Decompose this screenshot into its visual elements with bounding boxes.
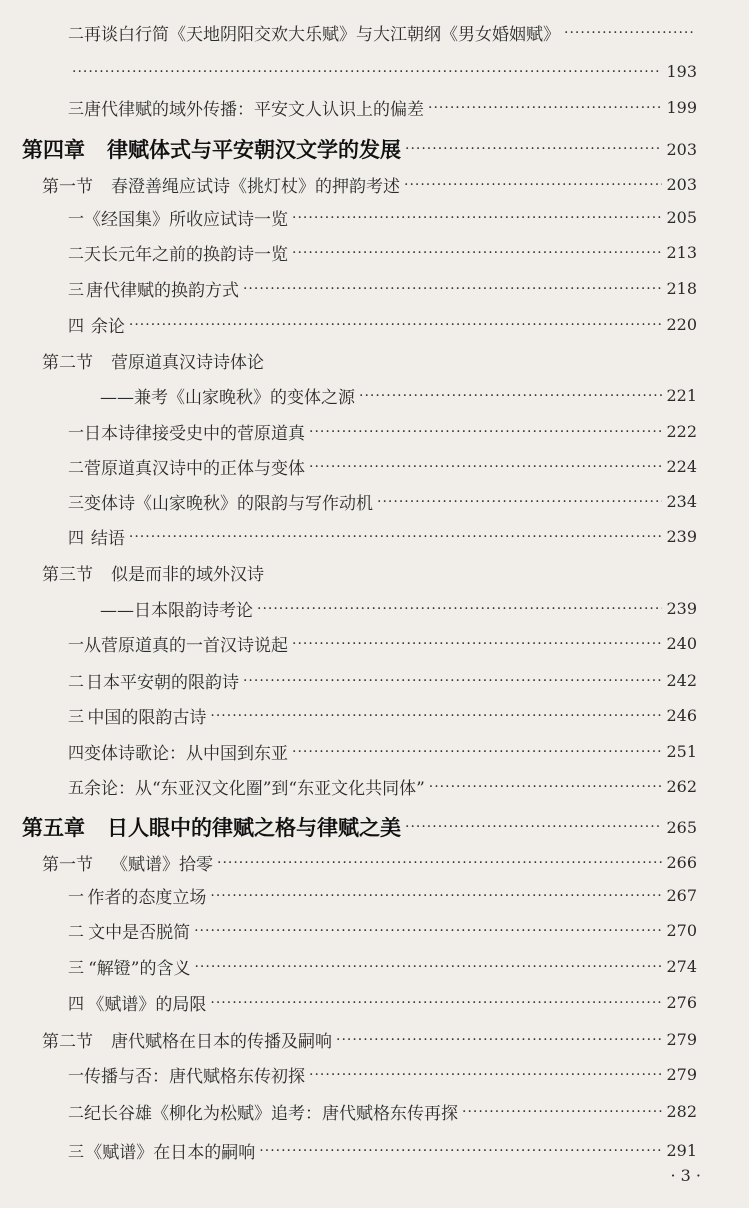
leader-dots	[292, 744, 662, 760]
leader-dots	[257, 601, 662, 617]
entry-title: 天长元年之前的换韵诗一览	[84, 245, 289, 265]
section-label: 第一节	[42, 177, 93, 197]
leader-dots	[210, 888, 662, 904]
entry-number: 四	[68, 743, 85, 762]
entry-page-number: 282	[666, 1102, 697, 1121]
toc-entry-row[interactable]	[0, 312, 749, 337]
entry-number: 三	[68, 280, 85, 299]
entry-page-number: 267	[666, 886, 697, 905]
toc-entry-row[interactable]	[0, 918, 749, 943]
toc-entry-row[interactable]	[0, 596, 749, 621]
entry-number: 一	[68, 635, 85, 654]
entry-title: 结语	[90, 529, 125, 549]
entry-title: 日本诗律接受史中的菅原道真	[84, 424, 306, 444]
entry-number: 四	[68, 316, 85, 335]
leader-dots	[292, 210, 662, 226]
entry-number: 二	[68, 1103, 85, 1122]
entry-page-number: 279	[666, 1065, 697, 1084]
entry-number: 二	[68, 672, 85, 691]
entry-number: 五	[68, 778, 85, 797]
entry-title: ——兼考《山家晚秋》的变体之源	[100, 388, 355, 408]
entry-page-number: 221	[666, 386, 697, 405]
entry-page-number: 291	[666, 1141, 697, 1160]
leader-dots	[243, 281, 662, 297]
leader-dots	[429, 779, 663, 795]
toc-entry-row[interactable]	[0, 883, 749, 908]
entry-number: 三	[68, 958, 85, 977]
toc-entry-row[interactable]	[0, 240, 749, 265]
section-label: 第二节	[42, 1032, 93, 1052]
leader-dots	[194, 959, 662, 975]
toc-entry-row[interactable]	[0, 739, 749, 764]
entry-title: 变体诗《山家晚秋》的限韵与写作动机	[84, 494, 374, 514]
entry-page-number: 224	[666, 457, 697, 476]
leader-dots	[404, 177, 662, 193]
section-label: 第二节	[42, 353, 93, 373]
toc-entry-row[interactable]	[0, 383, 749, 408]
entry-number: 四	[68, 994, 85, 1013]
leader-dots	[405, 141, 662, 157]
leader-dots	[405, 819, 662, 835]
entry-title: 春澄善绳应试诗《挑灯杖》的押韵考述	[111, 177, 400, 197]
leader-dots	[210, 995, 662, 1011]
leader-dots	[377, 494, 662, 510]
leader-dots	[72, 64, 662, 80]
entry-title: 似是而非的域外汉诗	[111, 565, 264, 585]
entry-number: 二	[68, 458, 85, 477]
entry-title: 菅原道真汉诗诗体论	[111, 353, 264, 373]
entry-number: 三	[68, 493, 85, 512]
toc-entry-row[interactable]	[0, 95, 749, 120]
entry-number: 一	[68, 887, 85, 906]
leader-dots	[129, 529, 663, 545]
toc-entry-row[interactable]	[0, 631, 749, 656]
entry-title: 《赋谱》的局限	[87, 995, 207, 1015]
toc-entry-row[interactable]	[0, 990, 749, 1015]
entry-title: 《赋谱》拾零	[111, 855, 213, 875]
leader-dots	[129, 317, 663, 333]
entry-page-number: 218	[666, 279, 697, 298]
entry-page-number: 222	[666, 422, 697, 441]
entry-number: 三	[68, 707, 85, 726]
entry-title: 再谈白行简《天地阴阳交欢大乐赋》与大江朝纲《男女婚姻赋》	[84, 25, 561, 45]
entry-title: 《经国集》所收应试诗一览	[84, 210, 289, 230]
entry-title: 作者的态度立场	[87, 888, 207, 908]
entry-number: 四	[68, 528, 85, 547]
toc-entry-row[interactable]	[0, 489, 749, 514]
leader-dots	[309, 424, 662, 440]
entry-page-number: 203	[666, 139, 697, 159]
entry-page-number: 251	[666, 742, 697, 761]
entry-title: 文中是否脱简	[88, 923, 191, 943]
toc-entry-row[interactable]	[0, 62, 749, 81]
page-folio: · 3 ·	[670, 1166, 701, 1185]
leader-dots	[359, 388, 662, 404]
entry-title: 传播与否：唐代赋格东传初探	[84, 1067, 306, 1087]
leader-dots	[194, 923, 662, 939]
toc-entry-row[interactable]	[0, 774, 749, 799]
entry-page-number: 246	[666, 706, 697, 725]
chapter-label: 第五章	[22, 816, 85, 840]
entry-title: 余论	[90, 317, 125, 337]
toc-entry-row[interactable]	[0, 20, 749, 45]
entry-number: 一	[68, 209, 85, 228]
leader-dots	[243, 673, 662, 689]
leader-dots	[210, 708, 662, 724]
toc-entry-row[interactable]	[0, 419, 749, 444]
toc-section-row[interactable]	[0, 1027, 749, 1052]
entry-page-number: 199	[666, 98, 697, 117]
toc-entry-row[interactable]	[0, 1138, 749, 1163]
leader-dots	[564, 25, 693, 41]
entry-title: 从菅原道真的一首汉诗说起	[84, 636, 289, 656]
toc-entry-row[interactable]	[0, 276, 749, 301]
toc-entry-row[interactable]	[0, 954, 749, 979]
leader-dots	[292, 636, 662, 652]
entry-page-number: 220	[666, 315, 697, 334]
entry-page-number: 262	[666, 777, 697, 796]
toc-section-row[interactable]	[0, 172, 749, 197]
entry-title: 日本平安朝的限韵诗	[85, 673, 239, 693]
entry-page-number: 239	[666, 599, 697, 618]
toc-entry-row[interactable]	[0, 524, 749, 549]
section-label: 第一节	[42, 855, 93, 875]
entry-page-number: 193	[666, 62, 697, 81]
entry-title: 《赋谱》在日本的嗣响	[85, 1143, 256, 1163]
chapter-label: 第四章	[22, 138, 85, 162]
leader-dots	[259, 1143, 662, 1159]
toc-entry-row[interactable]	[0, 205, 749, 230]
entry-page-number: 242	[666, 671, 697, 690]
toc-entry-row[interactable]	[0, 454, 749, 479]
leader-dots	[336, 1032, 662, 1048]
entry-title: 纪长谷雄《柳化为松赋》追考：唐代赋格东传再探	[84, 1104, 459, 1124]
entry-page-number: 234	[666, 492, 697, 511]
entry-title: 中国的限韵古诗	[87, 708, 207, 728]
section-label: 第三节	[42, 565, 93, 585]
entry-page-number: 270	[666, 921, 697, 940]
entry-title: ——日本限韵诗考论	[100, 601, 253, 621]
entry-page-number: 240	[666, 634, 697, 653]
entry-title: 律赋体式与平安朝汉文学的发展	[107, 138, 401, 162]
entry-page-number: 266	[666, 853, 697, 872]
entry-title: 余论：从“东亚汉文化圈”到“东亚文化共同体”	[84, 779, 425, 799]
leader-dots	[217, 855, 662, 871]
entry-page-number: 205	[666, 208, 697, 227]
entry-page-number: 203	[666, 175, 697, 194]
entry-title: “解镫”的含义	[88, 959, 191, 979]
entry-page-number: 239	[666, 527, 697, 546]
leader-dots	[462, 1104, 662, 1120]
entry-page-number: 276	[666, 993, 697, 1012]
toc-section-row[interactable]	[0, 560, 749, 585]
entry-title: 唐代律赋的域外传播：平安文人认识上的偏差	[84, 100, 425, 120]
entry-title: 唐代律赋的换韵方式	[85, 281, 239, 301]
entry-page-number: 213	[666, 243, 697, 262]
leader-dots	[292, 245, 662, 261]
leader-dots	[428, 100, 662, 116]
entry-page-number: 279	[666, 1030, 697, 1049]
entry-page-number: 274	[666, 957, 697, 976]
entry-title: 唐代赋格在日本的传播及嗣响	[111, 1032, 332, 1052]
toc-entry-row[interactable]	[0, 668, 749, 693]
entry-number: 一	[68, 1066, 85, 1085]
entry-title: 日人眼中的律赋之格与律赋之美	[107, 816, 401, 840]
toc-entry-row[interactable]	[0, 1062, 749, 1087]
toc-section-row[interactable]	[0, 348, 749, 373]
entry-title: 菅原道真汉诗中的正体与变体	[84, 459, 306, 479]
entry-number: 三	[68, 99, 85, 118]
entry-page-number: 265	[666, 817, 697, 837]
entry-number: 三	[68, 1142, 85, 1161]
toc-chapter-row[interactable]	[0, 812, 749, 842]
toc-chapter-row[interactable]	[0, 134, 749, 164]
entry-number: 二	[68, 24, 85, 43]
entry-title: 变体诗歌论：从中国到东亚	[84, 744, 289, 764]
toc-entry-row[interactable]	[0, 1099, 749, 1124]
toc-section-row[interactable]	[0, 850, 749, 875]
entry-number: 一	[68, 423, 85, 442]
leader-dots	[309, 459, 662, 475]
leader-dots	[309, 1067, 662, 1083]
entry-number: 二	[68, 922, 85, 941]
entry-number: 二	[68, 244, 85, 263]
toc-entry-row[interactable]	[0, 703, 749, 728]
